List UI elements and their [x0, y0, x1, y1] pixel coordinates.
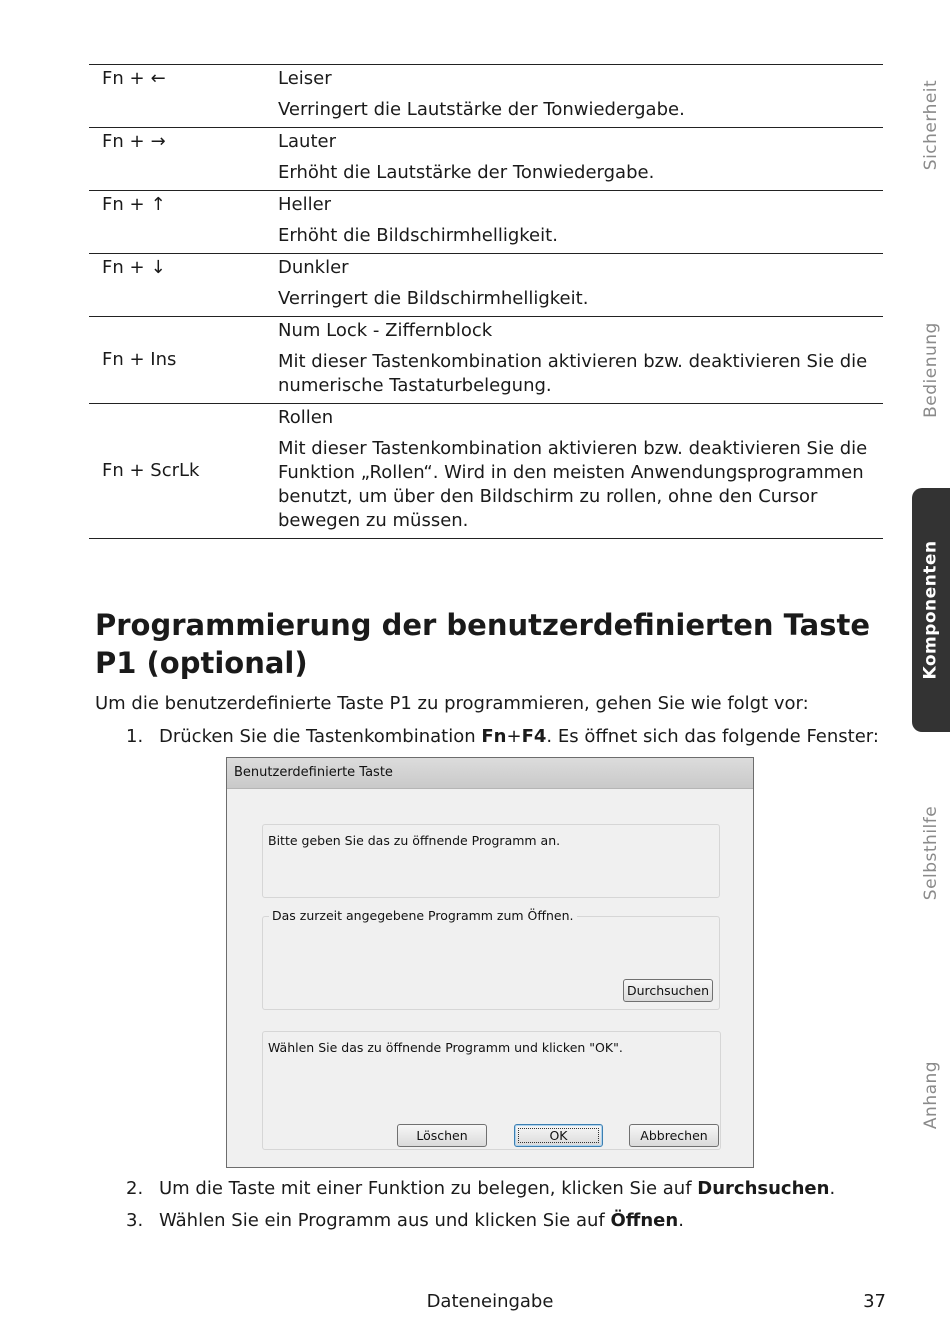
function-name: Heller [278, 194, 332, 215]
function-name: Lauter [278, 131, 336, 152]
step-text: Wählen Sie ein Programm aus und klicken Sie auf [159, 1210, 611, 1231]
intro-text: Um die benutzerdefinierte Taste P1 zu programmieren, gehen Sie wie folgt vor: [95, 693, 809, 714]
cancel-button[interactable]: Abbrechen [629, 1124, 719, 1147]
current-program-group [262, 908, 720, 1010]
function-detail: Mit dieser Tastenkombination aktivieren bzw. deaktivieren Sie die numerische Tastaturbelegung. [278, 351, 868, 396]
table-row [89, 316, 883, 403]
function-name: Num Lock - Ziffernblock [278, 320, 493, 341]
side-tab-label: Sicherheit [921, 79, 942, 171]
table-row [89, 253, 883, 316]
step-text-end: . Es öffnet sich das folgende Fenster: [546, 726, 879, 747]
function-name: Dunkler [278, 257, 349, 278]
program-prompt-group [262, 824, 720, 898]
instruction-group [262, 1031, 721, 1150]
function-name: Rollen [278, 407, 334, 428]
current-program-legend: Das zurzeit angegebene Programm zum Öffnen. [269, 908, 577, 923]
key-plus: + [506, 726, 522, 747]
key-label: Fn + ScrLk [102, 460, 200, 481]
arrow-left-icon: ← [150, 68, 166, 89]
key-fn: Fn [481, 726, 507, 747]
focus-rectangle [518, 1128, 599, 1143]
open-emphasis: Öffnen [610, 1210, 679, 1231]
key-cell [89, 317, 265, 403]
description-cell [265, 317, 883, 403]
function-detail: Verringert die Bildschirmhelligkeit. [278, 288, 589, 309]
table-row [89, 64, 883, 127]
footer-title: Dateneingabe [426, 1291, 554, 1312]
key-cell [89, 191, 265, 253]
table-row [89, 190, 883, 253]
step-text-end: . [829, 1178, 836, 1199]
function-detail: Erhöht die Lautstärke der Tonwiedergabe. [278, 162, 655, 183]
step-number: 2. [126, 1178, 144, 1199]
side-tab-label: Selbsthilfe [921, 805, 942, 900]
key-f4: F4 [521, 726, 547, 747]
table-row [89, 127, 883, 190]
description-cell [265, 254, 883, 316]
ok-button-label: OK [549, 1128, 568, 1143]
delete-button[interactable]: Löschen [397, 1124, 487, 1147]
function-detail: Erhöht die Bildschirmhelligkeit. [278, 225, 558, 246]
function-name: Leiser [278, 68, 332, 89]
key-label: Fn + [102, 194, 145, 215]
table-row [89, 403, 883, 539]
description-cell [265, 65, 883, 127]
side-tab-label: Bedienung [921, 322, 941, 418]
key-cell [89, 404, 265, 538]
step-number: 1. [126, 726, 144, 747]
description-cell [265, 404, 883, 538]
dialog-title: Benutzerdefinierte Taste [227, 758, 753, 789]
step-3 [126, 1209, 684, 1233]
key-label: Fn + Ins [102, 349, 177, 370]
function-detail: Verringert die Lautstärke der Tonwiedergabe. [278, 99, 685, 120]
side-tab-sicherheit[interactable] [912, 60, 950, 190]
browse-emphasis: Durchsuchen [697, 1178, 830, 1199]
side-tab-komponenten[interactable] [912, 488, 950, 732]
step-1 [126, 725, 879, 749]
description-cell [265, 128, 883, 190]
side-tab-label: Komponenten [921, 540, 942, 680]
custom-key-dialog [226, 757, 754, 1168]
step-number: 3. [126, 1210, 144, 1231]
key-cell [89, 128, 265, 190]
step-2 [126, 1177, 835, 1201]
key-label: Fn + [102, 257, 145, 278]
key-cell [89, 65, 265, 127]
browse-button[interactable]: Durchsuchen [623, 979, 713, 1002]
ok-button[interactable] [514, 1124, 603, 1147]
side-tab-label: Anhang [921, 1060, 942, 1130]
step-text-end: . [678, 1210, 684, 1231]
program-prompt-text: Bitte geben Sie das zu öffnende Programm an. [268, 833, 561, 848]
step-text: Um die Taste mit einer Funktion zu belegen, klicken Sie auf [159, 1178, 698, 1199]
side-tab-bedienung[interactable] [912, 300, 950, 440]
step-text: Drücken Sie die Tastenkombination [159, 726, 482, 747]
function-detail: Mit dieser Tastenkombination aktivieren bzw. deaktivieren Sie die Funktion „Rollen“. Wird in den meisten Anwendungsprogrammen benutzt, um über den Bildschirm zu rollen, ohne den Cursor bewegen zu müssen. [278, 438, 868, 531]
side-tab-anhang[interactable] [912, 1040, 950, 1150]
side-tab-selbsthilfe[interactable] [912, 790, 950, 915]
key-combination-table [89, 64, 883, 539]
section-heading: Programmierung der benutzerdefinierten Taste P1 (optional) [95, 608, 871, 680]
instruction-text: Wählen Sie das zu öffnende Programm und klicken "OK". [268, 1040, 623, 1055]
key-label: Fn + [102, 131, 145, 152]
key-cell [89, 254, 265, 316]
arrow-down-icon: ↓ [150, 257, 166, 278]
description-cell [265, 191, 883, 253]
arrow-up-icon: ↑ [150, 194, 166, 215]
page-number: 37 [863, 1291, 886, 1312]
arrow-right-icon: → [150, 131, 166, 152]
key-label: Fn + [102, 68, 145, 89]
